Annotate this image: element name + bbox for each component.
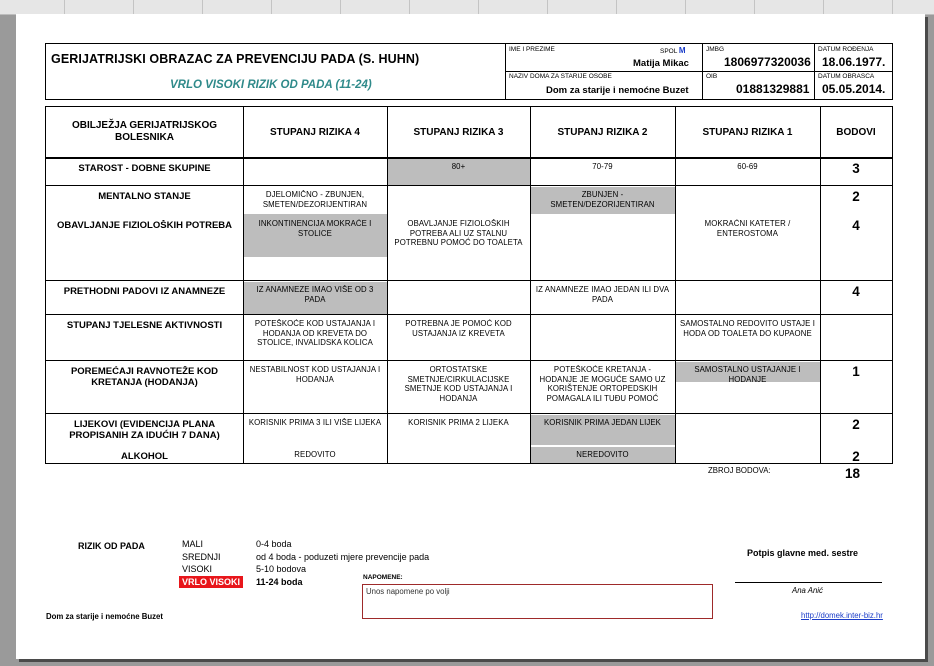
window-top-strip <box>0 0 934 15</box>
criteria-cell-c1[interactable]: 60-69 <box>737 162 758 171</box>
criteria-cell-c4[interactable]: IZ ANAMNEZE IMAO VIŠE OD 3 PADA <box>256 285 374 304</box>
row-label: LIJEKOVI (EVIDENCIJA PLANA PROPISANIH ZA IDUĆIH 7 DANA) <box>69 419 220 441</box>
row-points[interactable]: 2 <box>852 449 860 461</box>
footer-link[interactable]: http://domek.inter-biz.hr <box>801 611 883 620</box>
form-header <box>45 43 893 100</box>
legend-title: RIZIK OD PADA <box>78 541 145 551</box>
legend-visoki-range: 5-10 bodova <box>256 564 307 574</box>
dob-value[interactable]: 18.06.1977. <box>822 55 886 69</box>
name-label: IME I PREZIME <box>509 46 555 53</box>
criteria-cell-c1[interactable] <box>679 418 816 444</box>
row-points[interactable]: 4 <box>852 284 860 299</box>
row-label: MENTALNO STANJE <box>98 191 191 202</box>
total-label: ZBROJ BODOVA: <box>708 466 771 475</box>
col-header-risk-2: STUPANJ RIZIKA 2 <box>557 126 648 138</box>
jmbg-value[interactable]: 1806977320036 <box>724 55 811 69</box>
criteria-cell-c4[interactable]: POTEŠKOĆE KOD USTAJANJA I HODANJA OD KREVETA DO STOLICE, INVALIDSKA KOLICA <box>254 319 376 347</box>
row-label: STUPANJ TJELESNE AKTIVNOSTI <box>66 320 223 331</box>
criteria-cell-c2[interactable]: 70-79 <box>592 162 613 171</box>
criteria-cell-c2[interactable]: IZ ANAMNEZE IMAO JEDAN ILI DVA PADA <box>535 285 670 304</box>
criteria-cell-c4[interactable]: REDOVITO <box>294 450 336 459</box>
total-value: 18 <box>845 466 861 481</box>
criteria-cell-c3[interactable]: 80+ <box>451 162 466 171</box>
col-header-risk-4: STUPANJ RIZIKA 4 <box>269 126 360 138</box>
row-label: PRETHODNI PADOVI IZ ANAMNEZE <box>63 286 226 297</box>
legend-srednji-range: od 4 boda - poduzeti mjere prevencije pada <box>256 552 430 562</box>
col-header-risk-3: STUPANJ RIZIKA 3 <box>413 126 504 138</box>
legend-mali-range: 0-4 boda <box>256 539 292 549</box>
dob-label: DATUM ROĐENJA <box>818 46 874 53</box>
row-points[interactable]: 1 <box>852 364 860 379</box>
legend-srednji: SREDNJI <box>182 552 221 562</box>
criteria-cell-c3[interactable]: POTREBNA JE POMOĆ KOD USTAJANJA IZ KREVETA <box>405 319 512 338</box>
criteria-cell-c4[interactable] <box>247 162 383 184</box>
legend-visoki: VISOKI <box>182 564 213 574</box>
form-date-value[interactable]: 05.05.2014. <box>822 82 886 96</box>
row-label: ALKOHOL <box>121 451 168 462</box>
sex-label: SPOL M <box>660 46 686 55</box>
criteria-cell-c3[interactable]: KORISNIK PRIMA 2 LIJEKA <box>408 418 509 427</box>
criteria-cell-c3[interactable] <box>391 450 526 462</box>
criteria-cell-c4[interactable]: INKONTINENCIJA MOKRAĆE I STOLICE <box>258 219 372 238</box>
row-label: OBAVLJANJE FIZIOLOŠKIH POTREBA <box>56 220 233 231</box>
form-title: GERIJATRIJSKI OBRAZAC ZA PREVENCIJU PADA (S. HUHN) <box>51 52 420 66</box>
risk-table <box>45 106 893 464</box>
criteria-cell-c1[interactable]: SAMOSTALNO REDOVITO USTAJE I HODA OD TOALETA DO KUPAONE <box>680 319 815 338</box>
jmbg-label: JMBG <box>706 46 725 53</box>
row-points[interactable]: 2 <box>852 417 860 432</box>
criteria-cell-c3[interactable] <box>391 285 526 313</box>
criteria-cell-c1[interactable] <box>679 190 816 213</box>
oib-label: OIB <box>706 73 718 80</box>
form-date-label: DATUM OBRASCA <box>818 73 875 80</box>
row-points[interactable]: 3 <box>852 161 860 176</box>
row-points[interactable]: 4 <box>852 218 860 233</box>
notes-input[interactable] <box>362 584 713 619</box>
criteria-cell-c2[interactable]: KORISNIK PRIMA JEDAN LIJEK <box>544 418 661 427</box>
home-value[interactable]: Dom za starije i nemoćne Buzet <box>546 85 689 96</box>
criteria-cell-c2[interactable]: NEREDOVITO <box>576 450 629 459</box>
criteria-cell-c1[interactable] <box>679 285 816 313</box>
signature-title: Potpis glavne med. sestre <box>747 548 859 558</box>
criteria-cell-c1[interactable] <box>679 450 816 462</box>
row-points[interactable]: 2 <box>852 189 860 204</box>
criteria-cell-c1[interactable]: MOKRAĆNI KATETER / ENTEROSTOMA <box>704 219 791 238</box>
criteria-cell-c2[interactable]: ZBUNJEN - SMETEN/DEZORIJENTIRAN <box>550 190 655 209</box>
criteria-cell-c3[interactable] <box>391 190 526 213</box>
criteria-cell-c2[interactable] <box>534 219 671 279</box>
criteria-cell-c2[interactable]: POTEŠKOĆE KRETANJA - HODANJE JE MOGUĆE SAMO UZ KORIŠTENJE ORTOPEDSKIH POMAGALA ILI TUĐU POMOĆ <box>539 365 666 403</box>
notes-label: NAPOMENE: <box>363 574 403 581</box>
row-label: STAROST - DOBNE SKUPINE <box>78 163 211 174</box>
sex-value: M <box>678 46 686 55</box>
oib-value[interactable]: 01881329881 <box>736 82 810 96</box>
col-header-points: BODOVI <box>836 126 876 138</box>
form-page <box>16 14 925 659</box>
risk-subtitle: VRLO VISOKI RIZIK OD PADA (11-24) <box>170 79 372 91</box>
notes-placeholder: Unos napomene po volji <box>366 587 450 596</box>
name-value[interactable]: Matija Mikac <box>633 58 689 69</box>
home-label: NAZIV DOMA ZA STARIJE OSOBE <box>509 73 612 80</box>
criteria-cell-c4[interactable]: KORISNIK PRIMA 3 ILI VIŠE LIJEKA <box>248 418 382 427</box>
row-points[interactable] <box>824 318 888 358</box>
footer-org: Dom za starije i nemoćne Buzet <box>46 612 163 621</box>
col-header-characteristics: OBILJEŽJA GERIJATRIJSKOG BOLESNIKA <box>71 120 218 143</box>
legend-vrlo-visoki-range: 11-24 boda <box>256 577 303 587</box>
legend-vrlo-visoki-badge: VRLO VISOKI <box>179 576 243 588</box>
criteria-cell-c4[interactable]: DJELOMIČNO - ZBUNJEN, SMETEN/DEZORIJENTIRAN <box>262 190 368 209</box>
legend-mali: MALI <box>182 539 204 549</box>
row-label: POREMEĆAJI RAVNOTEŽE KOD KRETANJA (HODANJA) <box>70 366 219 388</box>
criteria-cell-c3[interactable]: OBAVLJANJE FIZIOLOŠKIH POTREBA ALI UZ STALNU POTREBNU POMOĆ DO TOALETA <box>394 219 523 247</box>
criteria-cell-c2[interactable] <box>534 319 671 359</box>
criteria-cell-c3[interactable]: ORTOSTATSKE SMETNJE/CIRKULACIJSKE SMETNJE KOD USTAJANJA I HODANJA <box>404 365 513 403</box>
signature-name: Ana Anić <box>792 586 823 595</box>
criteria-cell-c4[interactable]: NESTABILNOST KOD USTAJANJA I HODANJA <box>249 365 381 384</box>
criteria-cell-c1[interactable]: SAMOSTALNO USTAJANJE I HODANJE <box>694 365 801 384</box>
signature-line <box>735 582 882 583</box>
col-header-risk-1: STUPANJ RIZIKA 1 <box>702 126 793 138</box>
